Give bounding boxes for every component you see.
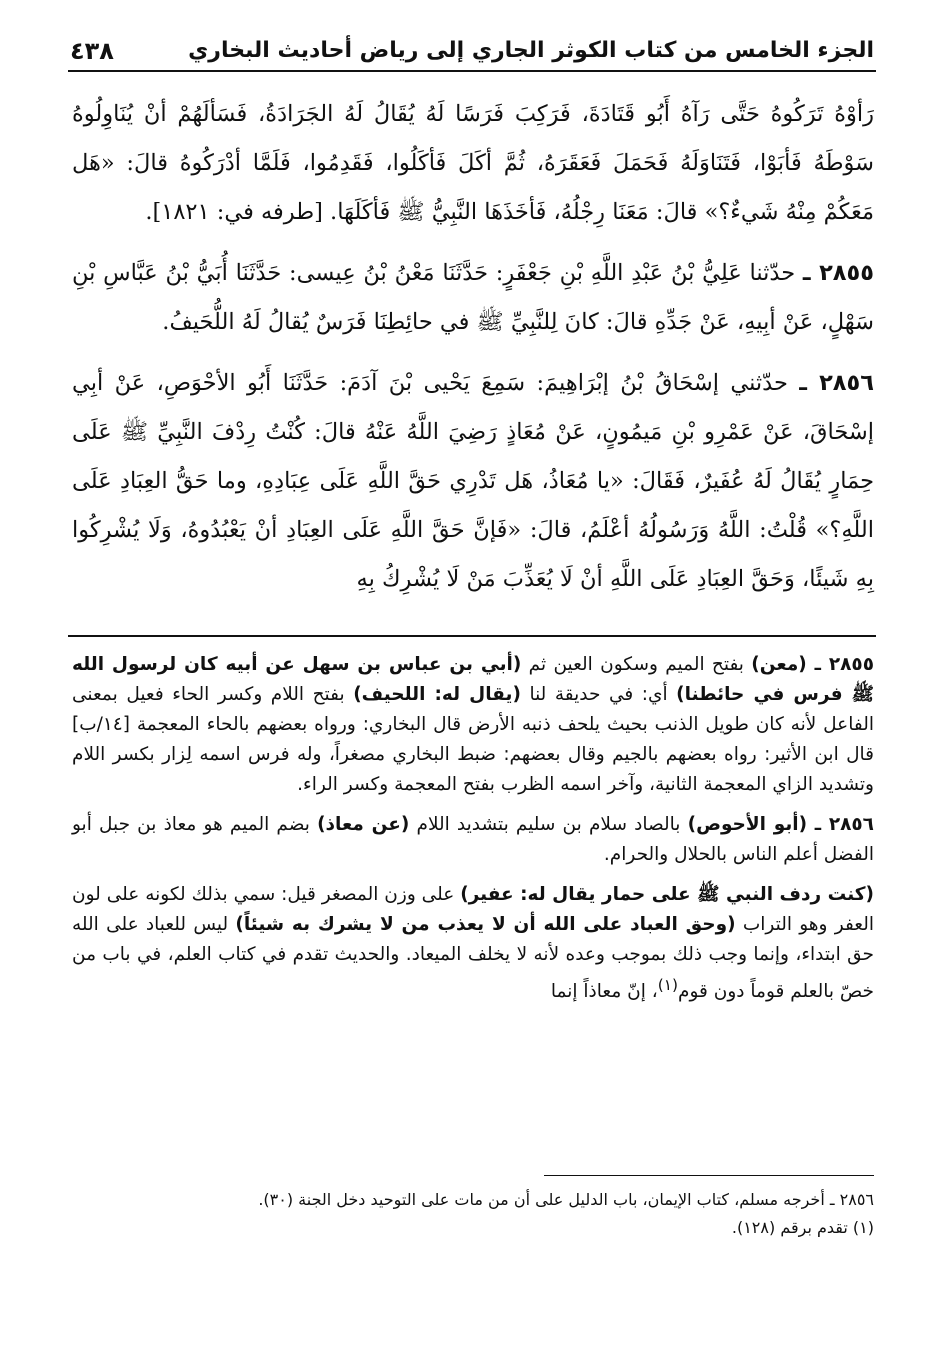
commentary-text: على وزن المصغر قيل: سمي بذلك لكونه على لون العفر وهو التراب	[72, 884, 875, 935]
commentary-bold: (يقال له: اللحيف)	[353, 684, 521, 705]
footnote-divider	[544, 1175, 874, 1176]
page-number: ٤٣٨	[70, 37, 114, 65]
hadith-2855-body: حدّثنا عَلِيُّ بْنُ عَبْدِ اللَّهِ بْنِ جَعْفَرٍ: حَدَّثَنَا مَعْنُ بْنُ عِيسى: حَدَّثَنَا أُبَيُّ بْنُ عَبَّاسِ بْنِ سَهْلٍ، عَنْ أبِيهِ، عَنْ جَدِّهِ قالَ: كانَ لِلنَّبِيِّ ﷺ في حائِطِنَا فَرَسٌ يُقالُ لَهُ اللُّحَيفُ.	[72, 260, 874, 335]
commentary-text: بضم الميم هو معاذ بن جبل أبو الفضل أعلم الناس بالحلال والحرام.	[72, 814, 874, 865]
commentary-bold: ٢٨٥٦ ـ (أبو الأحوص)	[687, 814, 874, 835]
commentary-2856	[72, 810, 874, 870]
commentary-bold: (وحق العباد على الله أن لا يعذب من لا يشرك به شيئاً)	[235, 914, 736, 935]
header-divider	[68, 70, 876, 72]
hadith-continuation: رَأوْهُ تَرَكُوهُ حَتَّى رَآهُ أَبُو قَتَادَةَ، فَرَكِبَ فَرَسًا لَهُ يُقَالُ لَهُ الجَرَادَةُ، فَسَألَهُمْ أنْ يُنَاوِلُوهُ سَوْطَهُ فَأبَوْا، فَتَنَاوَلَهُ فَحَمَلَ فَعَقَرَهُ، ثُمَّ أكَلَ فَأكَلُوا، فَقَدِمُوا، فَلَمَّا أدْرَكُوهُ قالَ: «هَل مَعَكُمْ مِنْهُ شَيءٌ؟» قالَ: مَعَنَا رِجْلُهُ، فَأخَذَهَا النَّبِيُّ ﷺ فَأكَلَهَا. [طرفه في: ١٨٢١].	[72, 101, 874, 225]
footnote-2856: ٢٨٥٦ ـ أخرجه مسلم، كتاب الإيمان، باب الدليل على أن من مات على التوحيد دخل الجنة (٣٠).	[258, 1190, 874, 1209]
footnote-ref[interactable]: (١)	[657, 976, 679, 994]
hadith-text	[72, 90, 874, 616]
commentary-text: أي: في حديقة لنا	[520, 684, 677, 705]
commentary-text: بفتح اللام وكسر الحاء فعيل بمعنى الفاعل لأنه كان طويل الذنب بحيث يلحف ذنبه الأرض قال البخاري: ورواه بعضهم بالحاء المعجمة [١٤/ب] قال ابن الأثير: رواه بعضهم بالجيم وقال بعضهم: ضبط البخاري مصغراً، وله فرس اسمه لِزار بكسر اللام وتشديد الزاي المعجمة الثانية، وآخر اسمه الظرب بفتح المعجمة وكسر الراء.	[72, 684, 874, 795]
commentary-bold: (كنت ردف النبي ﷺ على حمار يقال له: عفير)	[460, 884, 874, 905]
commentary-divider	[68, 635, 876, 637]
footnote-1: (١) تقدم برقم (١٢٨).	[731, 1218, 874, 1237]
commentary-text: بالصاد سلام بن سليم بتشديد اللام	[409, 814, 688, 835]
commentary-2855	[72, 650, 874, 800]
commentary-bold: (عن معاذ)	[317, 814, 410, 835]
hadith-2856	[72, 359, 874, 604]
running-title: الجزء الخامس من كتاب الكوثر الجاري إلى رياض أحاديث البخاري	[188, 38, 874, 63]
hadith-number-2856: ٢٨٥٦ ـ	[799, 370, 874, 396]
commentary-text: ، إنّ معاذاً إنما	[550, 981, 658, 1003]
commentary-bold: ٢٨٥٥ ـ (معن)	[751, 654, 874, 675]
commentary-2856-cont	[72, 880, 874, 1007]
page-header	[70, 26, 874, 66]
commentary-text: ليس للعباد على الله حق ابتداء، وإنما وجب ذلك بموجب وعده لأنه لا يخلف الميعاد. والحديث تقدم في كتاب العلم، في باب من خصّ بالعلم قوماً دون قوم	[72, 914, 874, 1003]
hadith-number-2855: ٢٨٥٥ ـ	[802, 260, 874, 286]
commentary-text: بفتح الميم وسكون العين ثم	[521, 654, 752, 675]
footnotes	[72, 1186, 874, 1242]
commentary-bold: (أبي بن عباس بن سهل عن أبيه كان لرسول الله ﷺ فرس في حائطنا)	[72, 654, 875, 705]
hadith-2856-body: حدّثني إسْحَاقُ بْنُ إبْرَاهِيمَ: سَمِعَ يَحْيى بْنَ آدَمَ: حَدَّثَنَا أَبُو الأحْوَصِ، عَنْ أبِي إسْحَاقَ، عَنْ عَمْرِو بْنِ مَيمُونٍ، عَنْ مُعَاذٍ رَضِيَ اللَّهُ عَنْهُ قالَ: كُنْتُ رِدْفَ النَّبِيِّ ﷺ عَلَى حِمَارٍ يُقَالُ لَهُ عُفَيرٌ، فَقَالَ: «يا مُعَاذُ، هَل تَدْرِي حَقَّ اللَّهِ عَلَى عِبَادِهِ، وما حَقُّ العِبَادِ عَلَى اللَّهِ؟» قُلْتُ: اللَّهُ وَرَسُولُهُ أعْلَمُ، قالَ: «فَإنَّ حَقَّ اللَّهِ عَلَى العِبَادِ أنْ يَعْبُدُوهُ، وَلَا يُشْرِكُوا بِهِ شَيئًا، وَحَقَّ العِبَادِ عَلَى اللَّهِ أنْ لَا يُعَذِّبَ مَنْ لَا يُشْرِكُ بِهِ	[72, 370, 874, 592]
commentary-section	[72, 650, 874, 1017]
hadith-2855	[72, 249, 874, 347]
